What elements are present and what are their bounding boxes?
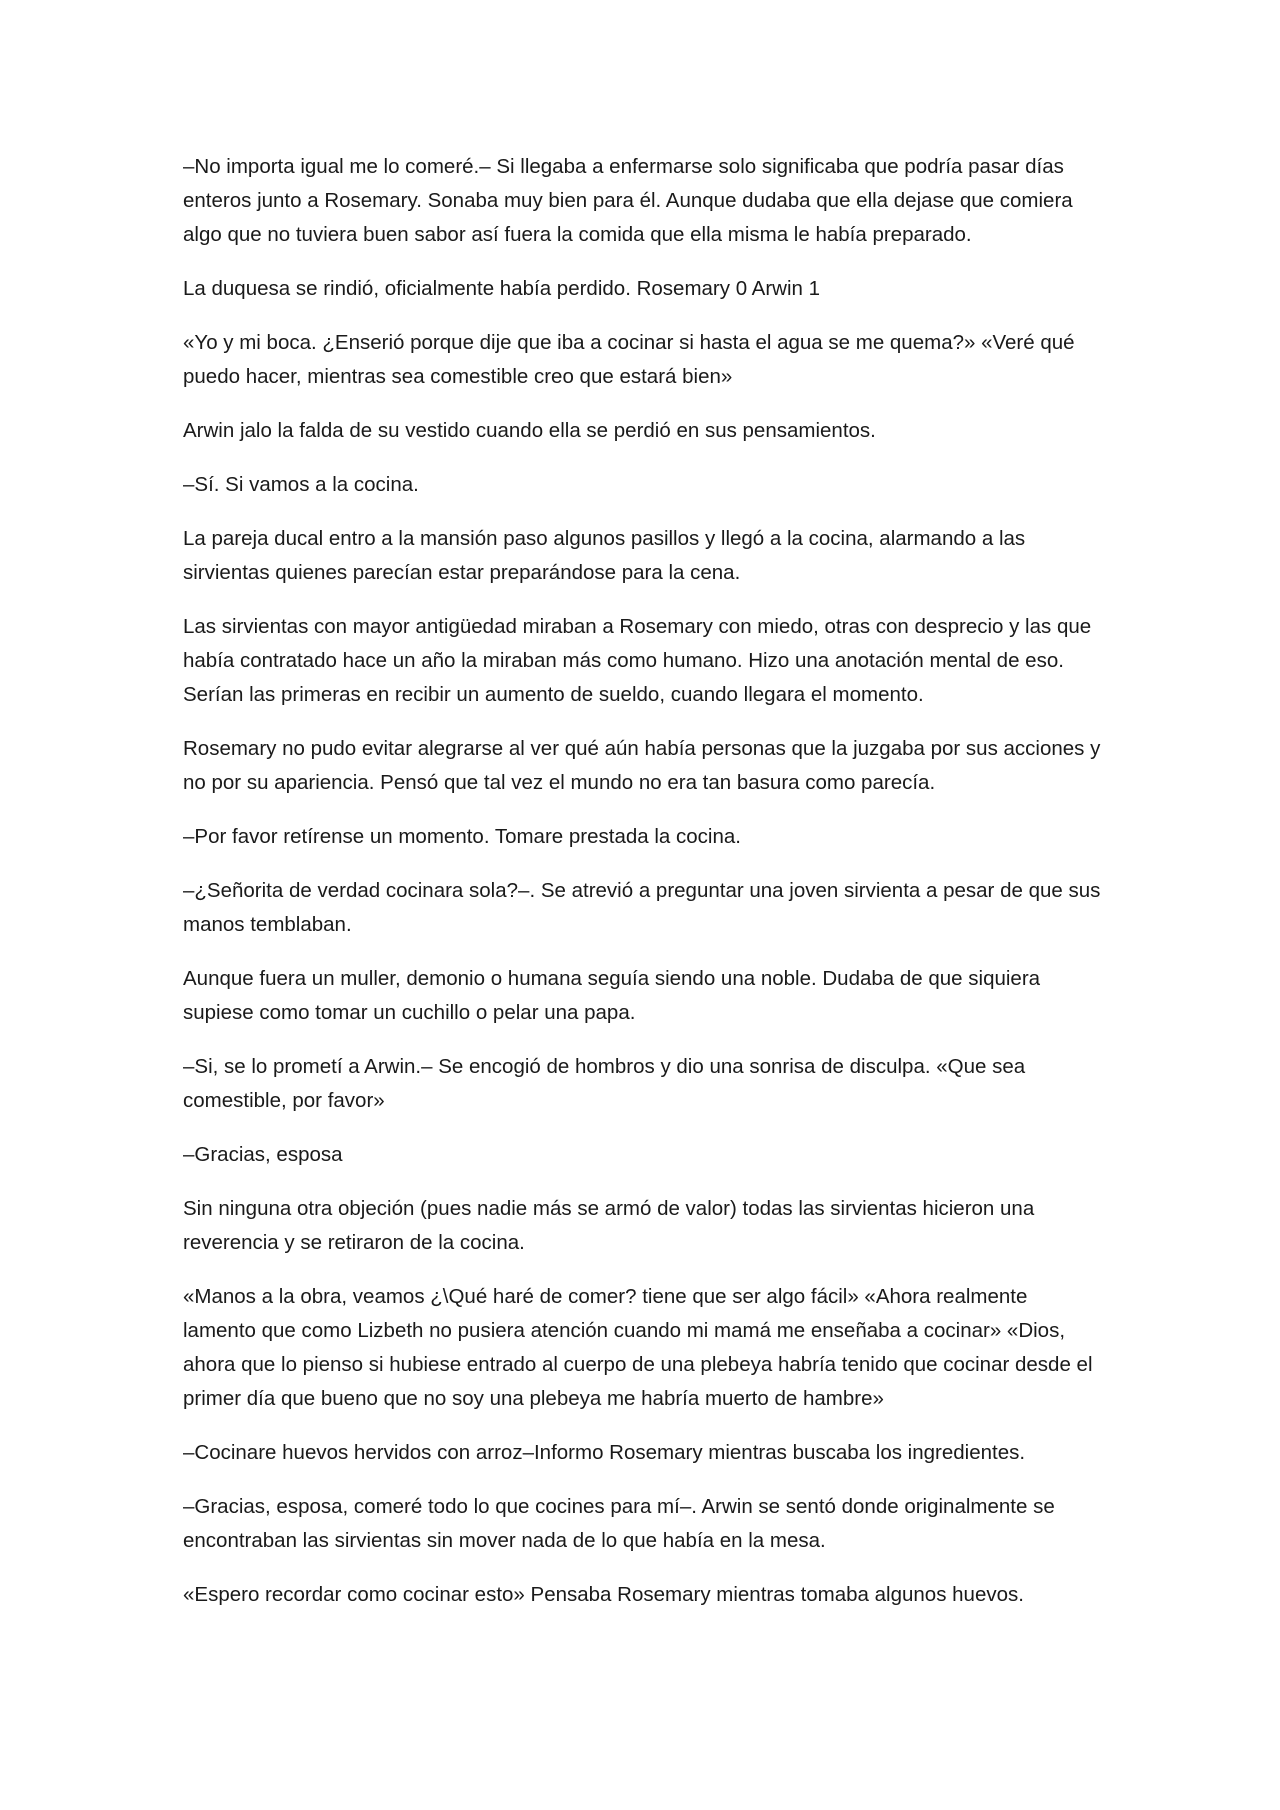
paragraph-1: –No importa igual me lo comeré.– Si llegaba a enfermarse solo significaba que podría pasar días enteros junto a Rosemary. Sonaba muy bien para él. Aunque dudaba que ella dejase que comiera algo que no tuviera buen sabor así fuera la comida que ella misma le había preparado.: [183, 155, 1073, 246]
paragraph-10: –¿Señorita de verdad cocinara sola?–. Se atrevió a preguntar una joven sirvienta a pesar de que sus manos temblaban.: [183, 879, 1101, 936]
paragraph-6: La pareja ducal entro a la mansión paso algunos pasillos y llegó a la cocina, alarmando a las sirvientas quienes parecían estar preparándose para la cena.: [183, 527, 1026, 584]
paragraph-13: –Gracias, esposa: [183, 1143, 343, 1166]
paragraph-3: «Yo y mi boca. ¿Enserió porque dije que iba a cocinar si hasta el agua se me quema?» «Veré qué puedo hacer, mientras sea comestible creo que estará bien»: [183, 331, 1075, 388]
paragraph-9: –Por favor retírense un momento. Tomare prestada la cocina.: [183, 825, 741, 848]
paragraph-18: «Espero recordar como cocinar esto» Pensaba Rosemary mientras tomaba algunos huevos.: [183, 1583, 1024, 1606]
paragraph-11: Aunque fuera un muller, demonio o humana seguía siendo una noble. Dudaba de que siquiera supiese como tomar un cuchillo o pelar una papa.: [183, 967, 1041, 1024]
paragraph-15: «Manos a la obra, veamos ¿\Qué haré de comer? tiene que ser algo fácil» «Ahora realmente lamento que como Lizbeth no pusiera atención cuando mi mamá me enseñaba a cocinar» «Dios, ahora que lo pienso si hubiese entrado al cuerpo de una plebeya habría tenido que cocinar desde el primer día que bueno que no soy una plebeya me habría muerto de hambre»: [183, 1285, 1093, 1410]
paragraph-17: –Gracias, esposa, comeré todo lo que cocines para mí–. Arwin se sentó donde originalmente se encontraban las sirvientas sin mover nada de lo que había en la mesa.: [183, 1495, 1055, 1552]
paragraph-8: Rosemary no pudo evitar alegrarse al ver qué aún había personas que la juzgaba por sus acciones y no por su apariencia. Pensó que tal vez el mundo no era tan basura como parecía.: [183, 737, 1101, 794]
paragraph-5: –Sí. Si vamos a la cocina.: [183, 473, 419, 496]
paragraph-16: –Cocinare huevos hervidos con arroz–Informo Rosemary mientras buscaba los ingredientes.: [183, 1441, 1026, 1464]
paragraph-14: Sin ninguna otra objeción (pues nadie más se armó de valor) todas las sirvientas hicieron una reverencia y se retiraron de la cocina.: [183, 1197, 1035, 1254]
paragraph-2: La duquesa se rindió, oficialmente había perdido. Rosemary 0 Arwin 1: [183, 277, 821, 300]
paragraph-12: –Si, se lo prometí a Arwin.– Se encogió de hombros y dio una sonrisa de disculpa. «Que sea comestible, por favor»: [183, 1055, 1026, 1112]
paragraph-7: Las sirvientas con mayor antigüedad miraban a Rosemary con miedo, otras con desprecio y las que había contratado hace un año la miraban más como humano. Hizo una anotación mental de eso. Serían las primeras en recibir un aumento de sueldo, cuando llegara el momento.: [183, 615, 1092, 706]
paragraph-4: Arwin jalo la falda de su vestido cuando ella se perdió en sus pensamientos.: [183, 419, 876, 442]
document-page: [183, 150, 1103, 1632]
